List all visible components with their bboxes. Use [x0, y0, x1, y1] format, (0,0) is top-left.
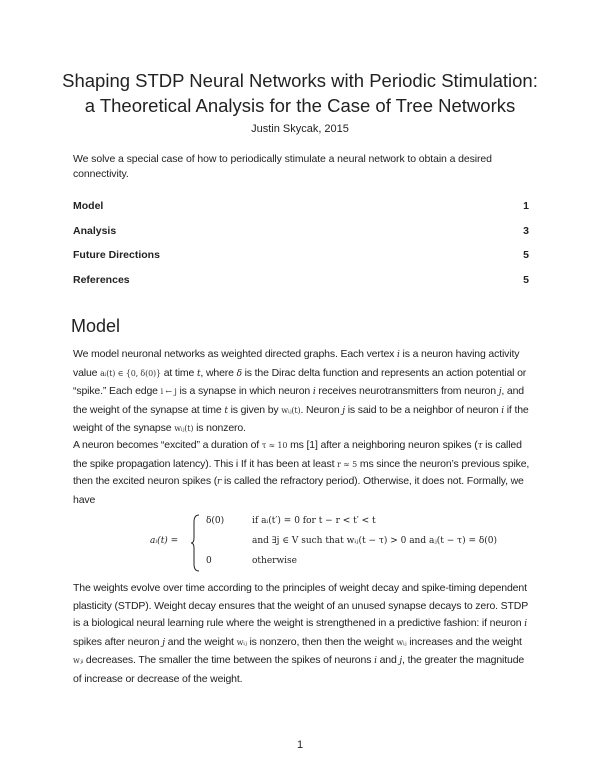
text: is nonzero.: [193, 422, 246, 434]
text: We model neuronal networks as weighted directed graphs. Each vertex: [73, 348, 398, 360]
text: if the weight of the synapse: [73, 403, 529, 434]
math-inline: wⱼᵢ: [73, 656, 84, 665]
math-inline: wᵢⱼ(t): [174, 424, 194, 433]
text: , where: [200, 366, 237, 379]
case-value: 0: [206, 556, 212, 566]
math-inline: i: [374, 656, 377, 666]
math-inline: t: [196, 368, 201, 379]
text: receives neurotransmitters from neuron: [315, 385, 499, 397]
math-inline: j: [498, 387, 502, 397]
toc-entry-references[interactable]: [73, 270, 529, 295]
math-inline: δ: [236, 368, 242, 379]
text: and: [376, 654, 400, 666]
activity-equation: [150, 512, 530, 574]
math-inline: j: [342, 405, 345, 416]
text: is called the spike propagation latency). This i If it has been at least: [73, 439, 522, 470]
text: and the weight: [164, 635, 237, 648]
toc-entry-future-directions[interactable]: [73, 245, 529, 270]
text: ms [1] after a neighboring neuron spikes (: [287, 439, 478, 451]
math-inline: τ: [477, 441, 483, 451]
text: , and the weight of the synapse at time: [73, 385, 524, 416]
toc-page[interactable]: 5: [523, 273, 529, 286]
toc-page[interactable]: 5: [523, 249, 529, 261]
case-value: δ(0): [206, 516, 225, 526]
paper-title: [40, 68, 560, 118]
paragraph-stdp: [73, 580, 533, 688]
math-inline: τ ≈ 10: [261, 441, 288, 450]
math-inline: j: [162, 637, 165, 648]
text: is the Dirac delta function and represents an action potential or “spike.” Each edge: [73, 366, 527, 397]
math-inline: aᵢ(t) ∈ {0, δ(0)}: [100, 368, 161, 378]
text: increases and the weight: [406, 635, 522, 648]
title-line-1: Shaping STDP Neural Networks with Periodic Stimulation:: [62, 70, 538, 91]
paragraph-graph-model: [73, 346, 533, 438]
equation-case-2: [206, 536, 497, 546]
math-inline: wᵢⱼ: [236, 637, 247, 647]
case-condition: and ∃j ∈ V such that wᵢⱼ(t − τ) > 0 and aⱼ(t − τ) = δ(0): [252, 536, 498, 546]
case-condition: if aᵢ(t′) = 0 for t − r < t′ < t: [252, 516, 376, 526]
toc-label[interactable]: Model: [73, 200, 104, 212]
math-inline: i: [312, 387, 316, 397]
text: decreases. The smaller the time between the spikes of neurons: [83, 654, 375, 666]
table-of-contents: [73, 196, 529, 294]
text: is called the refractory period). Otherwise, it does not. Formally, we have: [73, 475, 524, 506]
math-inline: i: [524, 619, 527, 629]
toc-label[interactable]: Future Directions: [73, 249, 160, 261]
text: A neuron becomes “excited” a duration of: [73, 439, 262, 451]
math-inline: r: [217, 477, 222, 487]
toc-entry-analysis[interactable]: [73, 221, 529, 246]
toc-label[interactable]: Analysis: [73, 224, 117, 237]
toc-page[interactable]: 1: [523, 200, 529, 212]
toc-label[interactable]: References: [73, 273, 130, 286]
author-line: Justin Skycak, 2015: [251, 123, 349, 135]
text: at time: [160, 366, 197, 379]
left-brace-icon: [190, 514, 200, 572]
math-inline: wᵢⱼ(t): [281, 405, 301, 415]
abstract: We solve a special case of how to periodically stimulate a neural network to obtain a desired connectivity.: [73, 153, 492, 180]
text: . Neuron: [300, 403, 343, 416]
toc-entry-model[interactable]: [73, 196, 529, 221]
math-inline: wᵢⱼ: [396, 637, 407, 647]
text: is given by: [227, 403, 282, 416]
equation-case-3: [206, 556, 297, 566]
math-inline: i ← j: [160, 387, 177, 396]
math-inline: r ≈ 5: [337, 459, 358, 469]
text: The weights evolve over time according to the principles of weight decay and spike-timing dependent plasticity (STDP). Weight decay ensures that the weight of an unused synapse decays to zero. STDP is a biological neural learning rule where the weight is strengthened in a predictive fashion: if neuron: [73, 582, 528, 629]
math-inline: t: [224, 405, 228, 416]
text: spikes after neuron: [73, 635, 163, 648]
text: is said to be a neighbor of neuron: [344, 403, 502, 416]
math-inline: i: [501, 405, 504, 416]
title-line-2: a Theoretical Analysis for the Case of Tree Networks: [84, 95, 516, 116]
paragraph-excitation: [73, 437, 533, 509]
case-condition: otherwise: [252, 556, 297, 566]
equation-case-1: [206, 516, 376, 526]
text: is a synapse in which neuron: [176, 385, 313, 397]
text: is nonzero, then then the weight: [246, 635, 397, 648]
text: is a neuron having activity value: [73, 348, 520, 379]
section-heading-model: Model: [71, 316, 121, 336]
math-inline: j: [399, 656, 403, 666]
equation-lhs: aᵢ(t) =: [150, 536, 179, 546]
math-inline: i: [397, 350, 400, 360]
toc-page[interactable]: 3: [523, 224, 529, 237]
text: , the greater the magnitude of increase or decrease of the weight.: [73, 654, 525, 685]
page-number: 1: [296, 739, 304, 751]
text: ms since the neuron’s previous spike, then the excited neuron spikes (: [73, 457, 530, 487]
